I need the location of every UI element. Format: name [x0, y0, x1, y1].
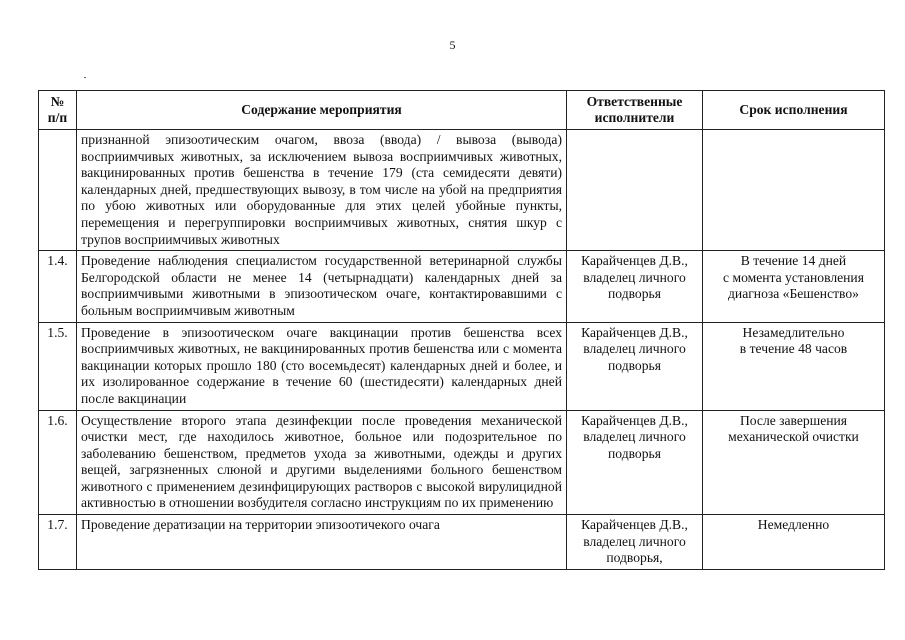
row-number: [39, 130, 77, 251]
responsible-line: подворья: [608, 286, 661, 302]
responsible-executors: [567, 130, 703, 251]
deadline-line: Немедленно: [757, 517, 830, 533]
header-responsible: Ответственные исполнители: [567, 91, 703, 130]
deadline: [703, 410, 885, 515]
scan-speck: [84, 77, 86, 78]
table-row: [39, 515, 885, 570]
responsible-line: Карайченцев Д.В.,: [581, 517, 688, 533]
responsible-line: владелец личного: [583, 429, 686, 445]
header-deadline: Срок исполнения: [703, 91, 885, 130]
row-number: 1.7.: [39, 515, 77, 570]
responsible-line: Карайченцев Д.В.,: [581, 253, 688, 269]
responsible-line: владелец личного: [583, 533, 686, 549]
responsible-line: подворья: [608, 445, 661, 461]
measure-content: Осуществление второго этапа дезинфекции после проведения механической очистки мест, где находилось животное, больное или подозрительное по заболеванию бешенством, предметов ухода за животными, одежды и других вещей, загрязненных слюной и другими выделениями больного бешенством животного с применением дезинфицирующих растворов с высокой вирулицидной активностью в отношении возбудителя согласно инструкциям по их применению: [77, 410, 567, 515]
deadline: [703, 251, 885, 322]
measure-content: признанной эпизоотическим очагом, ввоза (ввода) / вывоза (вывода) восприимчивых животных, за исключением вывоза восприимчивых животных, вакцинированных против бешенства в течение 179 (ста семидесяти девяти) календарных дней, предшествующих вывозу, в том числе на убой на предприятия по убою животных или оборудованные для этих целей убойные пункты, перемещения и перегруппировки восприимчивых животных, снятия шкур с трупов восприимчивых животных: [77, 130, 567, 251]
responsible-executors: [567, 322, 703, 410]
deadline: [703, 322, 885, 410]
responsible-executors: [567, 410, 703, 515]
page-number: 5: [449, 38, 456, 52]
deadline: [703, 130, 885, 251]
responsible-line: Карайченцев Д.В.,: [581, 412, 688, 428]
measure-content: Проведение наблюдения специалистом государственной ветеринарной службы Белгородской области не менее 14 (четырнадцати) календарных дней за восприимчивыми животными в эпизоотическом очаге, контактировавшими с больным восприимчивым животным: [77, 251, 567, 322]
table-row: [39, 410, 885, 515]
deadline-line: После завершения: [739, 412, 848, 428]
responsible-line: Карайченцев Д.В.,: [581, 324, 688, 340]
measure-content: Проведение дератизации на территории эпизоотичекого очага: [77, 515, 567, 570]
deadline-line: механической очистки: [728, 429, 859, 445]
deadline-line: с момента установления: [723, 269, 864, 285]
responsible-line: владелец личного: [583, 269, 686, 285]
responsible-line: подворья,: [606, 550, 663, 566]
measure-content: Проведение в эпизоотическом очаге вакцинации против бешенства всех восприимчивых животных, не вакцинированных против бешенства или с момента вакцинации которых прошло 180 (сто восемьдесят) календарных дней и более, и их изолированное содержание в течение 60 (шестидесяти) календарных дней после вакцинации: [77, 322, 567, 410]
table-row: [39, 322, 885, 410]
responsible-line: владелец личного: [583, 341, 686, 357]
deadline-line: в течение 48 часов: [739, 341, 848, 357]
header-content: Содержание мероприятия: [77, 91, 567, 130]
row-number: 1.4.: [39, 251, 77, 322]
deadline-line: Незамедлительно: [742, 324, 845, 340]
table-row: [39, 251, 885, 322]
responsible-executors: [567, 515, 703, 570]
deadline-line: В течение 14 дней: [740, 253, 847, 269]
responsible-line: подворья: [608, 357, 661, 373]
row-number: 1.5.: [39, 322, 77, 410]
deadline: [703, 515, 885, 570]
measures-table: [38, 90, 885, 570]
header-num: № п/п: [39, 91, 77, 130]
table-row: [39, 130, 885, 251]
responsible-executors: [567, 251, 703, 322]
deadline-line: диагноза «Бешенство»: [728, 286, 859, 302]
table-header-row: [39, 91, 885, 130]
row-number: 1.6.: [39, 410, 77, 515]
